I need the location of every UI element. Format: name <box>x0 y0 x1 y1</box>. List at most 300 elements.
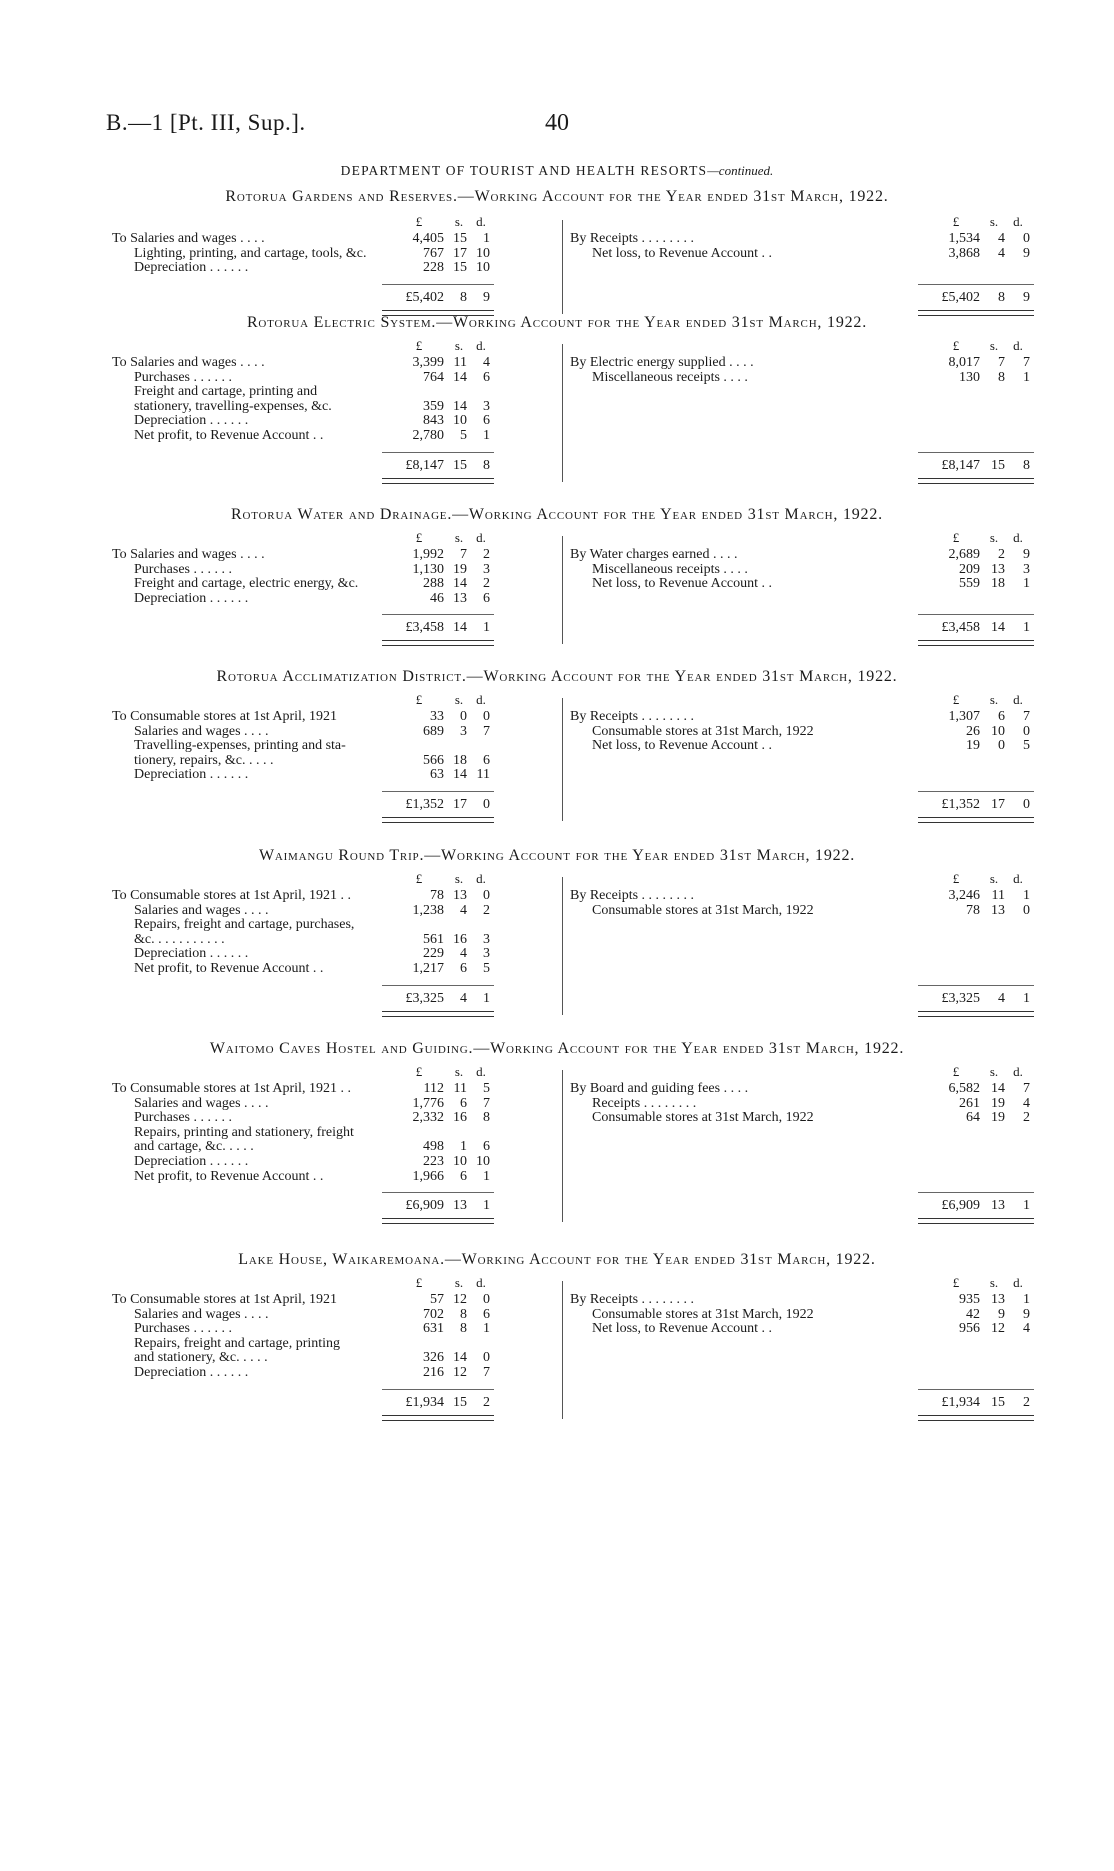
left-entry <box>112 590 560 607</box>
amount-pence: 0 <box>1023 231 1030 246</box>
amount-pence: 6 <box>483 1139 490 1155</box>
amount-pence: 3 <box>483 931 490 947</box>
right-total <box>570 989 1030 1009</box>
column-heading-pence: d. <box>1013 871 1023 886</box>
amount-pence: 7 <box>483 1095 490 1111</box>
right-entry <box>570 902 1030 919</box>
column-heading-pence: d. <box>476 338 486 353</box>
entry-label: Depreciation . . . . . . <box>134 260 249 276</box>
amount-shillings: 10 <box>453 413 467 429</box>
amount-pounds: 209 <box>959 561 980 577</box>
column-divider <box>562 344 563 482</box>
amount-pence: 3 <box>483 561 490 577</box>
column-heading-pound: £ <box>415 338 423 353</box>
total-double-rule <box>918 817 1034 823</box>
total-pounds: £1,934 <box>405 1394 444 1410</box>
left-total <box>112 618 560 638</box>
column-divider <box>562 220 563 314</box>
entry-label: Net profit, to Revenue Account . . <box>134 428 324 443</box>
entry-label: Salaries and wages . . . . <box>134 1306 269 1322</box>
entry-label: To Salaries and wages . . . . <box>112 231 265 246</box>
column-heading-pence: d. <box>476 214 486 229</box>
entry-label: Purchases . . . . . . <box>134 1110 232 1126</box>
subtotal-rule <box>918 985 1034 986</box>
subtotal-rule <box>918 1192 1034 1193</box>
right-total <box>570 1393 1030 1413</box>
amount-pence: 1 <box>483 1168 490 1184</box>
total-shillings: 15 <box>453 1394 467 1410</box>
amount-pence: 10 <box>476 245 490 261</box>
subtotal-rule <box>382 614 494 615</box>
total-pence: 1 <box>1023 620 1030 636</box>
total-shillings: 14 <box>991 620 1005 636</box>
amount-shillings: 14 <box>453 369 467 385</box>
entry-label: By Receipts . . . . . . . . <box>570 1292 695 1307</box>
amount-pounds: 1,307 <box>948 709 980 724</box>
amount-shillings: 7 <box>460 547 467 562</box>
amount-pounds: 3,868 <box>948 245 980 261</box>
section-title: Rotorua Acclimatization District.—Working Account for the Year ended 31st March, 1922. <box>216 668 898 685</box>
total-pence: 2 <box>1023 1394 1030 1410</box>
column-heading-pound: £ <box>952 1275 960 1290</box>
amount-shillings: 8 <box>460 1306 467 1322</box>
amount-shillings: 6 <box>460 961 467 976</box>
entry-label: By Electric energy supplied . . . . <box>570 355 754 370</box>
amount-pounds: 1,992 <box>412 547 444 562</box>
amount-shillings: 12 <box>991 1321 1005 1337</box>
column-heading-pence: d. <box>1013 338 1023 353</box>
column-headings <box>112 1275 560 1291</box>
amount-shillings: 14 <box>453 1350 467 1366</box>
amount-shillings: 9 <box>998 1306 1005 1322</box>
subtotal-rule <box>382 1389 494 1390</box>
total-shillings: 13 <box>991 1198 1005 1214</box>
section-title: Waitomo Caves Hostel and Guiding.—Working Account for the Year ended 31st March, 1922. <box>209 1040 905 1057</box>
amount-pence: 2 <box>483 547 490 562</box>
column-heading-pound: £ <box>415 214 423 229</box>
amount-pounds: 359 <box>423 398 444 414</box>
column-heading-shilling: s. <box>989 692 999 707</box>
total-pounds: £1,352 <box>405 797 444 812</box>
total-shillings: 15 <box>991 1394 1005 1410</box>
amount-shillings: 8 <box>998 369 1005 385</box>
amount-pounds: 1,217 <box>412 961 444 976</box>
section-title: Waimangu Round Trip.—Working Account for the Year ended 31st March, 1922. <box>258 847 856 864</box>
left-entry <box>112 259 560 276</box>
amount-pence: 1 <box>1023 369 1030 385</box>
section-title: Rotorua Electric System.—Working Account for the Year ended 31st March, 1922. <box>246 314 868 331</box>
left-entry <box>112 427 560 444</box>
amount-pounds: 3,399 <box>412 355 444 370</box>
column-headings <box>570 1275 1023 1291</box>
amount-pounds: 559 <box>959 576 980 592</box>
left-entry <box>112 1364 560 1381</box>
amount-pounds: 19 <box>966 738 980 754</box>
amount-pounds: 2,332 <box>412 1110 444 1126</box>
amount-pence: 11 <box>476 767 490 783</box>
column-heading-pound: £ <box>952 871 960 886</box>
amount-shillings: 13 <box>991 902 1005 918</box>
entry-label: Purchases . . . . . . <box>134 1321 232 1337</box>
entry-label: Salaries and wages . . . . <box>134 723 269 739</box>
amount-pence: 7 <box>1023 709 1030 724</box>
entry-label: By Water charges earned . . . . <box>570 547 738 562</box>
total-double-rule <box>918 640 1034 646</box>
column-heading-pence: d. <box>476 1064 486 1079</box>
amount-pence: 1 <box>483 1321 490 1337</box>
total-double-rule <box>918 1218 1034 1224</box>
entry-label: Depreciation . . . . . . <box>134 413 249 429</box>
amount-shillings: 19 <box>453 561 467 577</box>
department-title-text: DEPARTMENT OF TOURIST AND HEALTH RESORTS <box>340 163 708 178</box>
amount-pounds: 3,246 <box>948 888 980 903</box>
entry-label: Travelling-expenses, printing and sta- <box>134 738 346 754</box>
entry-label: Miscellaneous receipts . . . . <box>592 561 748 577</box>
subtotal-rule <box>382 1192 494 1193</box>
amount-shillings: 14 <box>453 767 467 783</box>
amount-shillings: 18 <box>991 576 1005 592</box>
left-total <box>112 1393 560 1413</box>
total-pence: 0 <box>1023 797 1030 812</box>
amount-pounds: 1,776 <box>412 1095 444 1111</box>
total-shillings: 4 <box>998 990 1005 1006</box>
entry-label: Purchases . . . . . . <box>134 561 232 577</box>
entry-label: Consumable stores at 31st March, 1922 <box>592 1110 814 1126</box>
amount-pounds: 130 <box>959 369 980 385</box>
amount-pounds: 261 <box>959 1095 980 1111</box>
amount-pence: 7 <box>1023 355 1030 370</box>
subtotal-rule <box>918 452 1034 453</box>
amount-pence: 1 <box>1023 576 1030 592</box>
amount-pence: 10 <box>476 1154 490 1169</box>
amount-shillings: 0 <box>460 709 467 724</box>
left-entry <box>112 1168 560 1185</box>
column-heading-pence: d. <box>1013 530 1023 545</box>
amount-pence: 0 <box>483 709 490 724</box>
amount-pence: 6 <box>483 590 490 606</box>
entry-label: Net loss, to Revenue Account . . <box>592 245 773 261</box>
total-pounds: £6,909 <box>941 1198 980 1214</box>
amount-pounds: 288 <box>423 576 444 592</box>
left-entry <box>112 960 560 977</box>
amount-shillings: 10 <box>991 723 1005 739</box>
amount-pence: 6 <box>483 413 490 429</box>
entry-label: Consumable stores at 31st March, 1922 <box>592 1306 814 1322</box>
amount-shillings: 12 <box>453 1365 467 1380</box>
total-shillings: 17 <box>453 797 467 812</box>
column-divider <box>562 1070 563 1222</box>
column-heading-pound: £ <box>415 1275 423 1290</box>
entry-label: Consumable stores at 31st March, 1922 <box>592 902 814 918</box>
amount-shillings: 15 <box>453 231 467 246</box>
amount-pence: 0 <box>1023 902 1030 918</box>
amount-pence: 9 <box>1023 1306 1030 1322</box>
amount-pounds: 631 <box>423 1321 444 1337</box>
column-heading-pound: £ <box>415 692 423 707</box>
amount-pence: 6 <box>483 752 490 768</box>
total-double-rule <box>382 1011 494 1017</box>
total-pence: 8 <box>483 457 490 473</box>
column-heading-pound: £ <box>415 871 423 886</box>
amount-pence: 10 <box>476 260 490 276</box>
column-headings <box>112 214 560 230</box>
amount-shillings: 4 <box>460 902 467 918</box>
total-pounds: £6,909 <box>405 1198 444 1214</box>
column-heading-pence: d. <box>476 692 486 707</box>
amount-pounds: 78 <box>430 888 444 903</box>
column-headings <box>570 871 1023 887</box>
amount-pounds: 78 <box>966 902 980 918</box>
entry-label: Net profit, to Revenue Account . . <box>134 961 324 976</box>
total-pounds: £3,325 <box>405 990 444 1006</box>
subtotal-rule <box>382 452 494 453</box>
amount-shillings: 11 <box>453 355 467 370</box>
amount-shillings: 11 <box>991 888 1005 903</box>
amount-pence: 6 <box>483 369 490 385</box>
amount-pounds: 843 <box>423 413 444 429</box>
amount-pounds: 326 <box>423 1350 444 1366</box>
right-entry <box>570 369 1030 386</box>
column-heading-shilling: s. <box>454 871 464 886</box>
amount-pounds: 764 <box>423 369 444 385</box>
total-pence: 1 <box>483 1198 490 1214</box>
amount-pounds: 6,582 <box>948 1081 980 1096</box>
total-pounds: £3,458 <box>941 620 980 636</box>
right-total <box>570 795 1030 815</box>
total-pounds: £3,458 <box>405 620 444 636</box>
subtotal-rule <box>382 985 494 986</box>
total-shillings: 14 <box>453 620 467 636</box>
amount-shillings: 6 <box>460 1168 467 1184</box>
amount-pounds: 229 <box>423 946 444 962</box>
left-entry <box>112 766 560 783</box>
amount-pence: 7 <box>1023 1081 1030 1096</box>
section-title: Rotorua Water and Drainage.—Working Account for the Year ended 31st March, 1922. <box>231 506 883 523</box>
amount-shillings: 18 <box>453 752 467 768</box>
amount-shillings: 2 <box>998 547 1005 562</box>
column-heading-pence: d. <box>476 871 486 886</box>
amount-shillings: 4 <box>998 231 1005 246</box>
amount-pence: 6 <box>483 1306 490 1322</box>
right-entry <box>570 1109 1030 1126</box>
amount-pence: 1 <box>1023 888 1030 903</box>
amount-pence: 2 <box>483 576 490 592</box>
amount-pence: 0 <box>1023 723 1030 739</box>
amount-shillings: 5 <box>460 428 467 443</box>
entry-label: By Receipts . . . . . . . . <box>570 709 695 724</box>
entry-label: By Board and guiding fees . . . . <box>570 1081 749 1096</box>
amount-shillings: 7 <box>998 355 1005 370</box>
subtotal-rule <box>382 791 494 792</box>
total-double-rule <box>918 1011 1034 1017</box>
column-heading-pence: d. <box>1013 1275 1023 1290</box>
entry-label: To Consumable stores at 1st April, 1921 <box>112 1292 337 1307</box>
amount-pounds: 767 <box>423 245 444 261</box>
amount-pounds: 2,780 <box>412 428 444 443</box>
column-heading-pence: d. <box>1013 692 1023 707</box>
column-heading-shilling: s. <box>454 1275 464 1290</box>
entry-label: Depreciation . . . . . . <box>134 590 249 606</box>
entry-label: and stationery, &c. . . . . <box>134 1350 268 1366</box>
total-pence: 1 <box>1023 1198 1030 1214</box>
amount-pence: 3 <box>483 946 490 962</box>
column-divider <box>562 877 563 1015</box>
total-pounds: £1,934 <box>941 1394 980 1410</box>
amount-pounds: 46 <box>430 590 444 606</box>
subtotal-rule <box>382 284 494 285</box>
column-heading-pence: d. <box>1013 1064 1023 1079</box>
total-pounds: £1,352 <box>941 797 980 812</box>
column-heading-shilling: s. <box>454 338 464 353</box>
entry-label: Purchases . . . . . . <box>134 369 232 385</box>
column-headings <box>112 871 560 887</box>
total-double-rule <box>382 1218 494 1224</box>
parliamentary-paper-reference: B.—1 [Pt. III, Sup.]. <box>106 110 306 135</box>
total-double-rule <box>382 478 494 484</box>
amount-shillings: 15 <box>453 260 467 276</box>
entry-label: Repairs, printing and stationery, freight <box>134 1124 354 1140</box>
amount-pence: 1 <box>483 231 490 246</box>
column-heading-pence: d. <box>476 530 486 545</box>
subtotal-rule <box>918 791 1034 792</box>
amount-pounds: 4,405 <box>412 231 444 246</box>
column-heading-shilling: s. <box>454 530 464 545</box>
entry-label: By Receipts . . . . . . . . <box>570 231 695 246</box>
amount-shillings: 16 <box>453 931 467 947</box>
amount-shillings: 19 <box>991 1095 1005 1111</box>
column-heading-shilling: s. <box>989 871 999 886</box>
column-heading-pound: £ <box>952 214 960 229</box>
page-header <box>0 110 1114 144</box>
amount-pence: 4 <box>1023 1321 1030 1337</box>
right-entry <box>570 245 1030 262</box>
total-double-rule <box>918 478 1034 484</box>
amount-pence: 4 <box>1023 1095 1030 1111</box>
amount-pounds: 1,130 <box>412 561 444 577</box>
amount-pounds: 1,534 <box>948 231 980 246</box>
column-heading-shilling: s. <box>989 214 999 229</box>
entry-label: Depreciation . . . . . . <box>134 767 249 783</box>
column-headings <box>570 1064 1023 1080</box>
entry-label: Net loss, to Revenue Account . . <box>592 1321 773 1337</box>
amount-pounds: 63 <box>430 767 444 783</box>
amount-pounds: 956 <box>959 1321 980 1337</box>
subtotal-rule <box>918 284 1034 285</box>
subtotal-rule <box>918 1389 1034 1390</box>
total-double-rule <box>382 640 494 646</box>
amount-pounds: 223 <box>423 1154 444 1169</box>
total-pounds: £5,402 <box>405 289 444 305</box>
total-pence: 9 <box>1023 289 1030 305</box>
amount-pounds: 33 <box>430 709 444 724</box>
entry-label: Freight and cartage, printing and <box>134 384 318 400</box>
amount-pence: 4 <box>483 355 490 370</box>
total-pence: 1 <box>483 620 490 636</box>
amount-pence: 8 <box>483 1110 490 1126</box>
section-title: Rotorua Gardens and Reserves.—Working Account for the Year ended 31st March, 1922. <box>225 188 889 205</box>
entry-label: Salaries and wages . . . . <box>134 902 269 918</box>
entry-label: Depreciation . . . . . . <box>134 1365 249 1380</box>
amount-pence: 5 <box>1023 738 1030 754</box>
amount-pounds: 64 <box>966 1110 980 1126</box>
total-pence: 0 <box>483 797 490 812</box>
amount-pence: 9 <box>1023 245 1030 261</box>
amount-pence: 5 <box>483 1081 490 1096</box>
total-shillings: 4 <box>460 990 467 1006</box>
right-total <box>570 1196 1030 1216</box>
amount-pence: 5 <box>483 961 490 976</box>
column-headings <box>570 338 1023 354</box>
amount-pounds: 42 <box>966 1306 980 1322</box>
column-headings <box>570 692 1023 708</box>
entry-label: Receipts . . . . . . . . <box>592 1095 697 1111</box>
entry-label: Depreciation . . . . . . <box>134 1154 249 1169</box>
total-shillings: 17 <box>991 797 1005 812</box>
column-heading-shilling: s. <box>454 692 464 707</box>
column-heading-pound: £ <box>952 338 960 353</box>
column-heading-shilling: s. <box>454 214 464 229</box>
amount-pence: 3 <box>1023 561 1030 577</box>
column-divider <box>562 536 563 644</box>
amount-pounds: 498 <box>423 1139 444 1155</box>
right-total <box>570 288 1030 308</box>
amount-pence: 0 <box>483 888 490 903</box>
total-pence: 1 <box>483 990 490 1006</box>
entry-label: Miscellaneous receipts . . . . <box>592 369 748 385</box>
amount-pounds: 8,017 <box>948 355 980 370</box>
amount-shillings: 13 <box>991 561 1005 577</box>
page-number: 40 <box>545 110 569 136</box>
column-headings <box>112 530 560 546</box>
section-title: Lake House, Waikaremoana.—Working Account for the Year ended 31st March, 1922. <box>238 1251 876 1268</box>
left-total <box>112 989 560 1009</box>
total-pence: 2 <box>483 1394 490 1410</box>
amount-shillings: 0 <box>998 738 1005 754</box>
entry-label: Salaries and wages . . . . <box>134 1095 269 1111</box>
amount-pence: 7 <box>483 1365 490 1380</box>
column-headings <box>112 338 560 354</box>
column-headings <box>112 692 560 708</box>
left-total <box>112 288 560 308</box>
amount-shillings: 13 <box>991 1292 1005 1307</box>
amount-shillings: 8 <box>460 1321 467 1337</box>
entry-label: Consumable stores at 31st March, 1922 <box>592 723 814 739</box>
entry-label: Repairs, freight and cartage, purchases, <box>134 917 355 933</box>
entry-label: Freight and cartage, electric energy, &c. <box>134 576 359 592</box>
total-double-rule <box>382 1415 494 1421</box>
total-shillings: 15 <box>453 457 467 473</box>
total-shillings: 13 <box>453 1198 467 1214</box>
amount-shillings: 4 <box>460 946 467 962</box>
entry-label: To Salaries and wages . . . . <box>112 355 265 370</box>
right-entry <box>570 737 1030 754</box>
amount-pence: 0 <box>483 1350 490 1366</box>
total-shillings: 8 <box>460 289 467 305</box>
amount-pounds: 2,689 <box>948 547 980 562</box>
amount-shillings: 14 <box>453 576 467 592</box>
amount-shillings: 6 <box>998 709 1005 724</box>
amount-pounds: 228 <box>423 260 444 276</box>
total-shillings: 15 <box>991 457 1005 473</box>
amount-pounds: 112 <box>423 1081 444 1096</box>
amount-shillings: 4 <box>998 245 1005 261</box>
amount-shillings: 10 <box>453 1154 467 1169</box>
entry-label: To Consumable stores at 1st April, 1921 . . <box>112 1081 351 1096</box>
total-pounds: £3,325 <box>941 990 980 1006</box>
amount-pounds: 566 <box>423 752 444 768</box>
total-pounds: £8,147 <box>941 457 980 473</box>
amount-shillings: 19 <box>991 1110 1005 1126</box>
